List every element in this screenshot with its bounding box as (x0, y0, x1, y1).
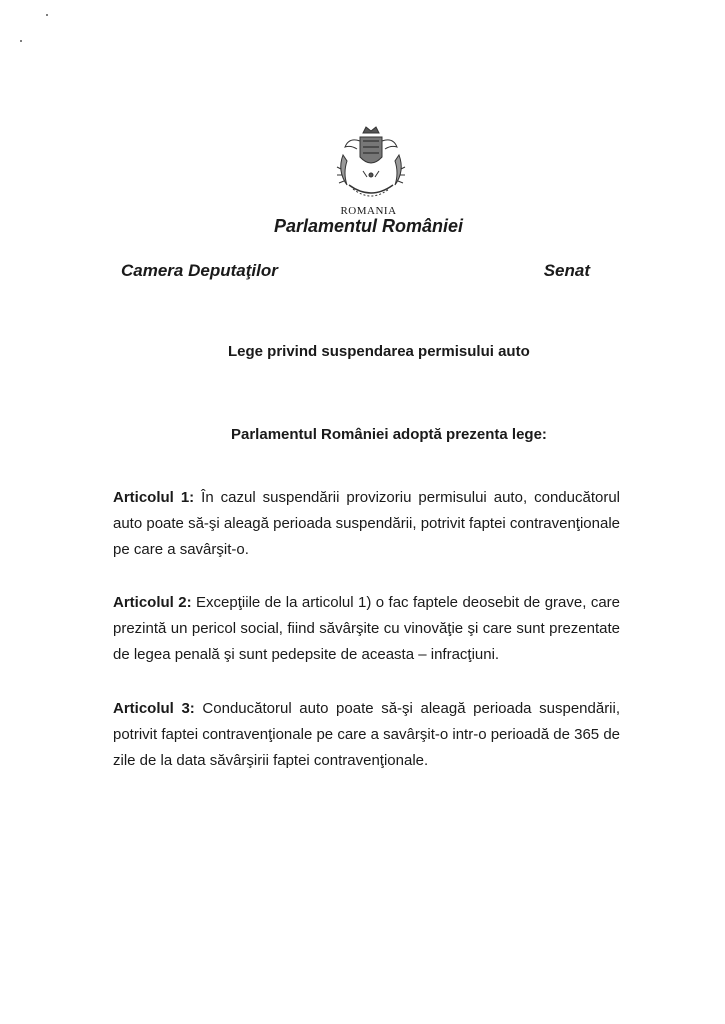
law-title: Lege privind suspendarea permisului auto (228, 343, 530, 360)
adoption-statement: Parlamentul României adoptă prezenta lege: (231, 426, 547, 443)
article-label: Articolul 1: (113, 489, 195, 506)
scan-speck (20, 40, 22, 42)
article-label: Articolul 2: (113, 594, 192, 611)
scan-speck (46, 14, 48, 16)
article-label: Articolul 3: (113, 700, 195, 717)
article-text: În cazul suspendării provizoriu permisului auto, conducătorul auto poate să-şi aleagă perioada suspendării, potrivit faptei contravenţionale pe care a savârşit-o. (113, 489, 620, 558)
article-text: Excepţiile de la articolul 1) o fac faptele deosebit de grave, care prezintă un pericol social, fiind săvârşite cu vinovăţie şi care sunt prezentate de legea penală şi sunt pedepsite de aceasta – infracţiuni. (113, 594, 621, 663)
senate-label: Senat (543, 261, 590, 280)
parliament-title: Parlamentul României (273, 216, 464, 236)
chamber-deputies-label: Camera Deputaţilor (121, 261, 278, 280)
coat-of-arms-emblem (333, 125, 409, 205)
country-caption: ROMANIA (340, 205, 397, 217)
article-2 (113, 590, 620, 668)
article-text: Conducătorul auto poate să-şi aleagă perioada suspendării, potrivit faptei contravenţionale pe care a savârşit-o intr-o perioadă de 365 de zile de la data săvârşirii faptei contravenţionale. (113, 700, 621, 769)
article-3 (113, 696, 620, 774)
article-1 (113, 485, 620, 563)
